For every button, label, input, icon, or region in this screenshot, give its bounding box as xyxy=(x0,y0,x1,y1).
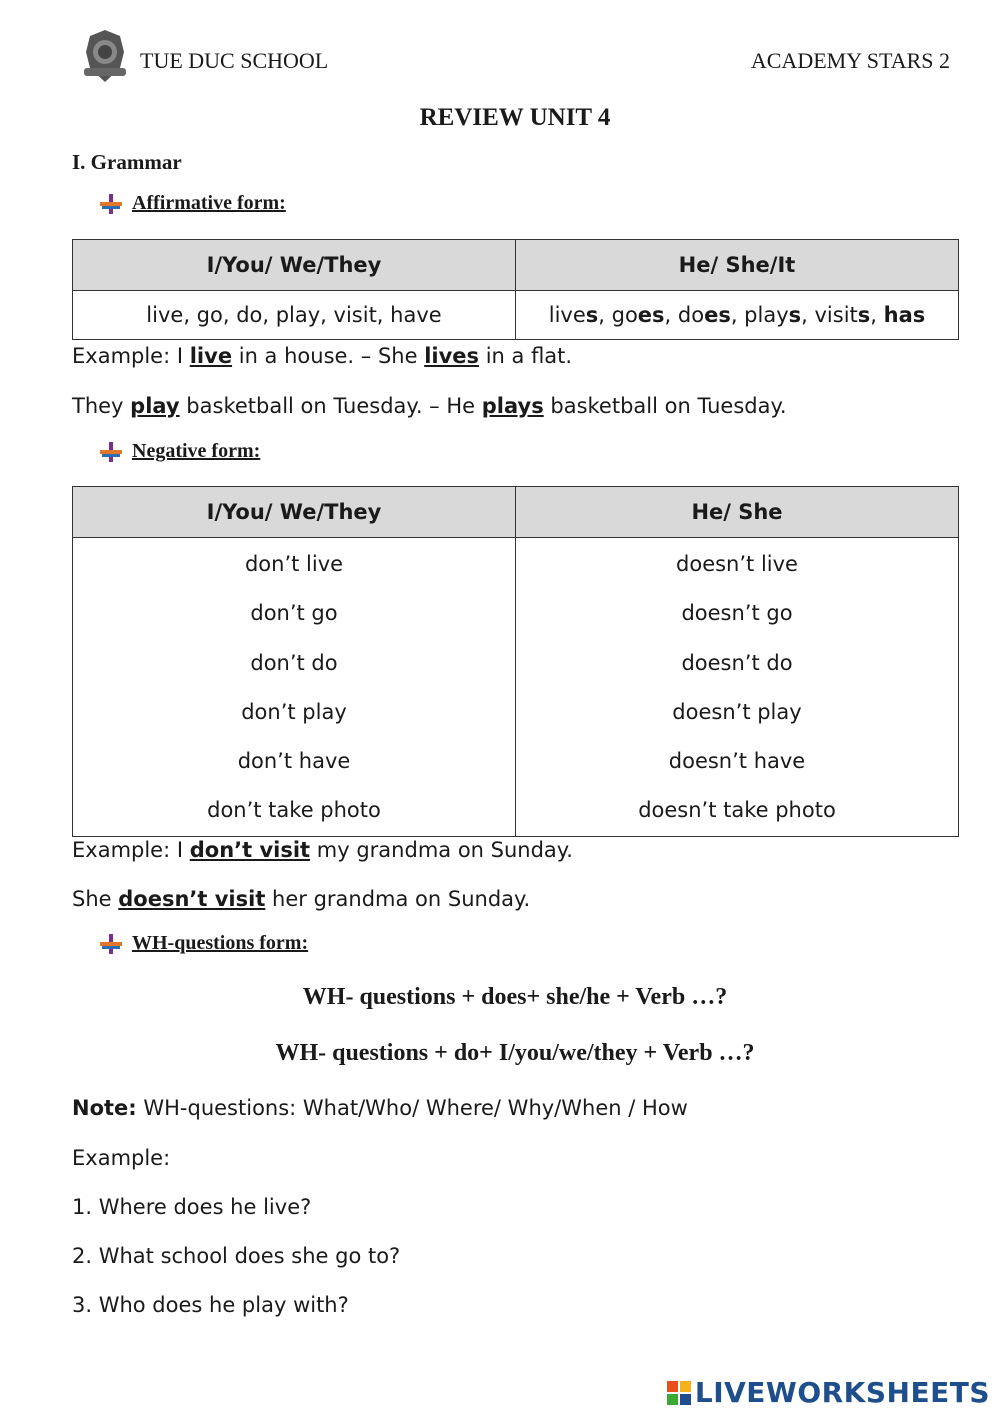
affirmative-col1-cell: live, go, do, play, visit, have xyxy=(73,291,516,340)
affirmative-col2-cell: lives, goes, does, plays, visits, has xyxy=(516,291,959,340)
list-item: don’t do xyxy=(250,650,338,675)
list-item: don’t go xyxy=(250,601,338,626)
wh-formula-does: WH- questions + does+ she/he + Verb …? xyxy=(302,984,728,1010)
list-item: don’t play xyxy=(241,699,347,724)
affirmative-example-1: Example: I live in a house. – She lives in a flat. xyxy=(72,344,573,368)
list-item: doesn’t have xyxy=(668,749,806,774)
list-item: don’t have xyxy=(237,749,351,774)
liveworksheets-logo xyxy=(667,1376,990,1409)
liveworksheets-mark-icon xyxy=(667,1381,691,1405)
affirmative-example-2: They play basketball on Tuesday. – He plays basketball on Tuesday. xyxy=(72,394,787,418)
list-item: doesn’t take photo xyxy=(638,798,836,823)
negative-col1-cell xyxy=(73,538,516,837)
page-title: REVIEW UNIT 4 xyxy=(419,104,611,131)
affirmative-heading xyxy=(100,192,286,215)
school-logo xyxy=(80,28,130,84)
affirmative-table xyxy=(72,239,959,340)
brand-text: LIVEWORKSHEETS xyxy=(694,1376,990,1409)
negative-example-2: She doesn’t visit her grandma on Sunday. xyxy=(72,887,531,911)
list-item: doesn’t live xyxy=(676,552,798,576)
arrow-bullet-icon xyxy=(100,194,122,214)
list-item: doesn’t go xyxy=(681,601,793,626)
wh-heading-label: WH-questions form: xyxy=(132,932,309,954)
negative-heading xyxy=(100,440,260,463)
list-item: 3. Who does he play with? xyxy=(72,1293,349,1317)
negative-heading-label: Negative form: xyxy=(132,440,261,462)
negative-col1-header: I/You/ We/They xyxy=(73,487,516,538)
school-name: TUE DUC SCHOOL xyxy=(140,48,329,73)
list-item: doesn’t play xyxy=(672,699,802,724)
affirmative-col1-header: I/You/ We/They xyxy=(73,240,516,291)
list-item: don’t take photo xyxy=(207,798,381,823)
list-item: 2. What school does she go to? xyxy=(72,1244,401,1268)
wh-note: Note: WH-questions: What/Who/ Where/ Why/When / How xyxy=(72,1096,688,1120)
negative-col2-header: He/ She xyxy=(516,487,959,538)
affirmative-col2-header: He/ She/It xyxy=(516,240,959,291)
negative-col2-cell xyxy=(516,538,959,837)
section-heading: I. Grammar xyxy=(72,150,182,174)
wh-formula-do: WH- questions + do+ I/you/we/they + Verb …? xyxy=(275,1040,755,1066)
negative-table xyxy=(72,486,959,837)
wh-heading xyxy=(100,932,308,955)
course-series: ACADEMY STARS 2 xyxy=(750,48,950,73)
negative-example-1: Example: I don’t visit my grandma on Sunday. xyxy=(72,838,573,862)
arrow-bullet-icon xyxy=(100,934,122,954)
affirmative-heading-label: Affirmative form: xyxy=(132,192,286,214)
list-item: don’t live xyxy=(244,552,344,576)
list-item: doesn’t do xyxy=(681,650,793,675)
arrow-bullet-icon xyxy=(100,442,122,462)
wh-example-label: Example: xyxy=(72,1146,171,1170)
list-item: 1. Where does he live? xyxy=(72,1195,312,1219)
